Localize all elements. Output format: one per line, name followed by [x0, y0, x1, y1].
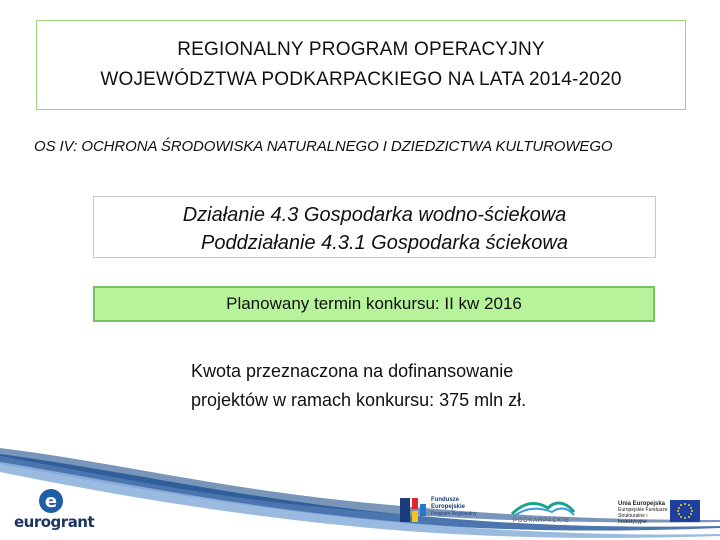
funding-amount-line1: Kwota przeznaczona na dofinansowanie	[191, 361, 514, 381]
priority-axis-text: OS IV: OCHRONA ŚRODOWISKA NATURALNEGO I DZIEDZICTWA KULTUROWEGO	[34, 138, 613, 155]
action-name: Działanie 4.3 Gospodarka wodno-ściekowa	[182, 204, 567, 226]
eu-flag-icon	[670, 500, 700, 522]
funding-amount-text	[191, 357, 671, 415]
program-title-line1: REGIONALNY PROGRAM OPERACYJNY	[177, 39, 545, 60]
funding-amount-line2: projektów w ramach konkursu: 375 mln zł.	[191, 390, 527, 410]
program-title-line2: WOJEWÓDZTWA PODKARPACKIEGO NA LATA 2014-2020	[100, 69, 622, 90]
subaction-name: Poddziałanie 4.3.1 Gospodarka ściekowa	[201, 232, 568, 254]
svg-text:e: e	[44, 491, 58, 512]
eurogrant-logo	[14, 488, 95, 536]
podkarpackie-logo	[508, 496, 578, 526]
unia-europejska-logo	[618, 496, 704, 526]
fe-logo-text: Fundusze Europejskie Program Regionalny	[431, 497, 477, 517]
podkarpackie-wordmark: PODKARPACKIE	[513, 518, 570, 524]
action-box	[93, 196, 656, 258]
fundusze-europejskie-logo	[398, 496, 478, 526]
eurogrant-e-icon	[34, 488, 68, 514]
deadline-banner: Planowany termin konkursu: II kw 2016	[93, 286, 655, 322]
mountains-icon	[508, 496, 578, 518]
program-title-box	[36, 20, 686, 110]
ue-logo-text: Unia Europejska Europejskie Fundusze Strukturalne i Inwestycyjne	[618, 501, 668, 525]
eurogrant-wordmark: eurogrant	[14, 513, 95, 531]
footer-wave-decoration	[0, 440, 720, 540]
fe-mark-icon	[398, 496, 428, 524]
